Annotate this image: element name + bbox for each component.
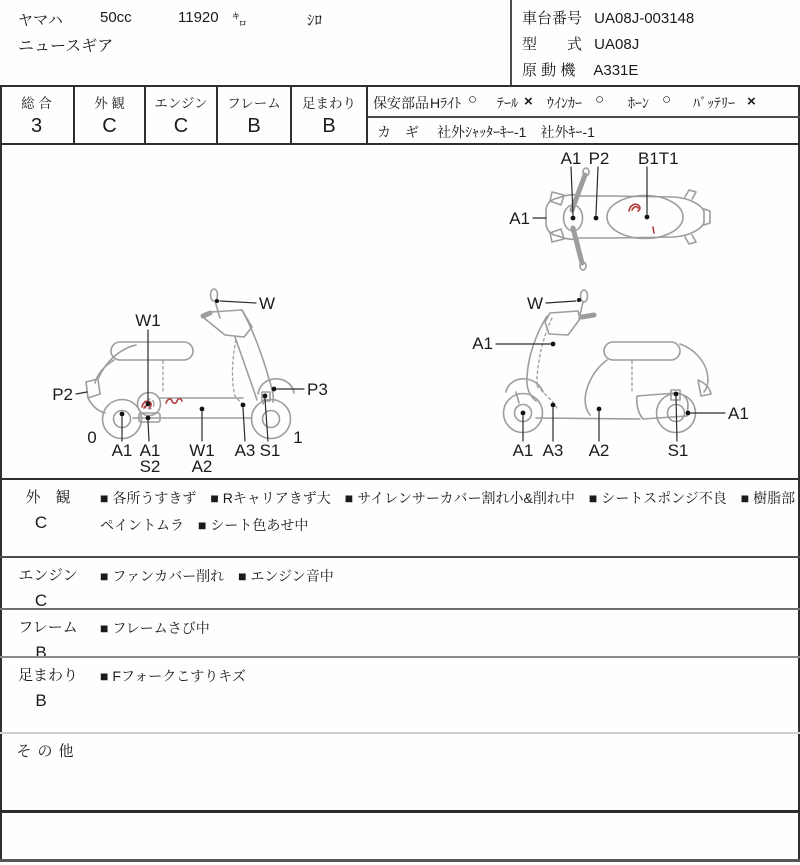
- wheel-flag: 0: [87, 428, 97, 447]
- safety-parts-label: 保安部品: [373, 95, 429, 111]
- damage-label: P3: [307, 380, 328, 399]
- safety-parts-row: [368, 87, 800, 116]
- damage-label: S2: [139, 457, 161, 476]
- score-cell-exterior: [75, 87, 146, 143]
- score-cell-frame: [218, 87, 292, 143]
- section-grade: C: [34, 513, 48, 532]
- safety-zone: [368, 87, 800, 143]
- damage-label: W1: [135, 311, 161, 330]
- odometer: 11920: [178, 9, 219, 26]
- score-cell-overall: [0, 87, 75, 143]
- damage-label: W1: [189, 441, 215, 460]
- model-name: ニュースギア: [18, 38, 114, 55]
- score-label: 総 合: [21, 96, 52, 111]
- chassis-number-value: UA08J-003148: [594, 10, 695, 27]
- score-value: C: [173, 115, 189, 137]
- section-grade: C: [34, 591, 48, 610]
- header: [0, 0, 800, 85]
- score-label: 外 観: [94, 96, 125, 111]
- section-remarks: ■ ファンカバー削れ ■ エンジン音中: [100, 568, 334, 584]
- damage-label: A1: [512, 441, 534, 460]
- body-color: ｼﾛ: [307, 12, 323, 29]
- damage-label: A1: [560, 149, 582, 168]
- safety-status-headlight: ○: [468, 91, 478, 108]
- safety-item-winker: ｳｲﾝｶｰ: [547, 95, 582, 111]
- chassis-number-row: [522, 7, 694, 28]
- section-label: 外 観: [25, 489, 71, 506]
- safety-status-battery: ×: [747, 93, 756, 110]
- scooter-left-view-diagram: [30, 282, 360, 474]
- safety-status-winker: ○: [595, 91, 605, 108]
- section-remarks: ■ 各所うすきず ■ Rキャリアきず大 ■ サイレンサーカバー割れ小&削れ中 ■ シートスポンジ不良 ■ 樹脂部ペイントムラ ■ シート色あせ中: [100, 490, 796, 533]
- damage-label: A2: [191, 457, 213, 476]
- score-value: B: [322, 115, 336, 137]
- section-engine: [0, 556, 800, 608]
- section-frame: [0, 608, 800, 662]
- safety-item-battery: ﾊﾞｯﾃﾘｰ: [693, 95, 735, 111]
- score-value: C: [102, 115, 117, 137]
- damage-label: A1: [509, 209, 530, 228]
- keys-value: 社外ｼｬｯﾀｰｷｰ-1 社外ｷｰ-1: [437, 124, 595, 140]
- score-cell-engine: [146, 87, 218, 143]
- scooter-right-view-diagram: [440, 282, 800, 474]
- header-divider: [510, 0, 512, 85]
- damage-label: P2: [588, 149, 610, 168]
- damage-label: B1T1: [638, 149, 679, 168]
- safety-item-horn: ﾎｰﾝ: [628, 95, 649, 111]
- score-label: 足まわり: [302, 96, 356, 111]
- section-grade: B: [35, 643, 47, 662]
- bottom-empty-strip: [0, 810, 800, 862]
- damage-label: A1: [472, 334, 493, 353]
- section-other: [0, 732, 800, 810]
- section-grade: B: [35, 691, 47, 710]
- section-label: その他: [16, 743, 80, 760]
- section-undercarriage: [0, 656, 800, 732]
- damage-label: A3: [234, 441, 256, 460]
- keys-row: [368, 116, 800, 143]
- damage-label: A2: [588, 441, 610, 460]
- section-remarks: ■ フレームさび中: [100, 620, 210, 636]
- safety-status-tail: ×: [524, 93, 533, 110]
- maker: ヤマハ: [18, 12, 63, 29]
- damage-label: W: [259, 294, 276, 313]
- score-label: エンジン: [154, 96, 208, 111]
- damage-label: A1: [111, 441, 133, 460]
- scooter-top-view-diagram: [480, 146, 800, 278]
- damage-label: P2: [52, 385, 73, 404]
- safety-item-headlight: Hﾗｲﾄ: [430, 95, 462, 111]
- damage-diagrams: [0, 145, 800, 478]
- score-value: 3: [30, 115, 43, 137]
- displacement: 50cc: [100, 9, 132, 26]
- damage-label: W: [526, 294, 543, 313]
- section-label: フレーム: [18, 619, 78, 636]
- chassis-number-label: 車台番号: [522, 10, 583, 27]
- odometer-unit: ㌔: [232, 12, 248, 29]
- score-table: [0, 85, 800, 145]
- damage-label: A1: [139, 441, 161, 460]
- safety-status-horn: ○: [662, 91, 672, 108]
- engine-code-value: A331E: [593, 62, 639, 79]
- damage-label: S1: [667, 441, 689, 460]
- model-code-value: UA08J: [594, 36, 640, 53]
- section-label: エンジン: [18, 567, 78, 584]
- wheel-flag: 1: [293, 428, 303, 447]
- damage-label: S1: [259, 441, 281, 460]
- score-value: B: [247, 115, 261, 137]
- section-label: 足まわり: [17, 667, 78, 684]
- keys-label: カ ギ: [377, 124, 419, 140]
- score-label: フレーム: [227, 96, 281, 111]
- engine-code-row: [522, 59, 638, 80]
- engine-code-label: 原 動 機: [522, 62, 576, 79]
- section-remarks: ■ Fフォークこすりキズ: [100, 668, 246, 684]
- safety-item-tail: ﾃｰﾙ: [497, 95, 518, 111]
- model-code-label: 型 式: [522, 36, 583, 53]
- damage-label: A1: [728, 404, 749, 423]
- score-cell-undercarriage: [292, 87, 368, 143]
- damage-label: A3: [542, 441, 564, 460]
- section-exterior: [0, 478, 800, 556]
- model-code-row: [522, 33, 639, 54]
